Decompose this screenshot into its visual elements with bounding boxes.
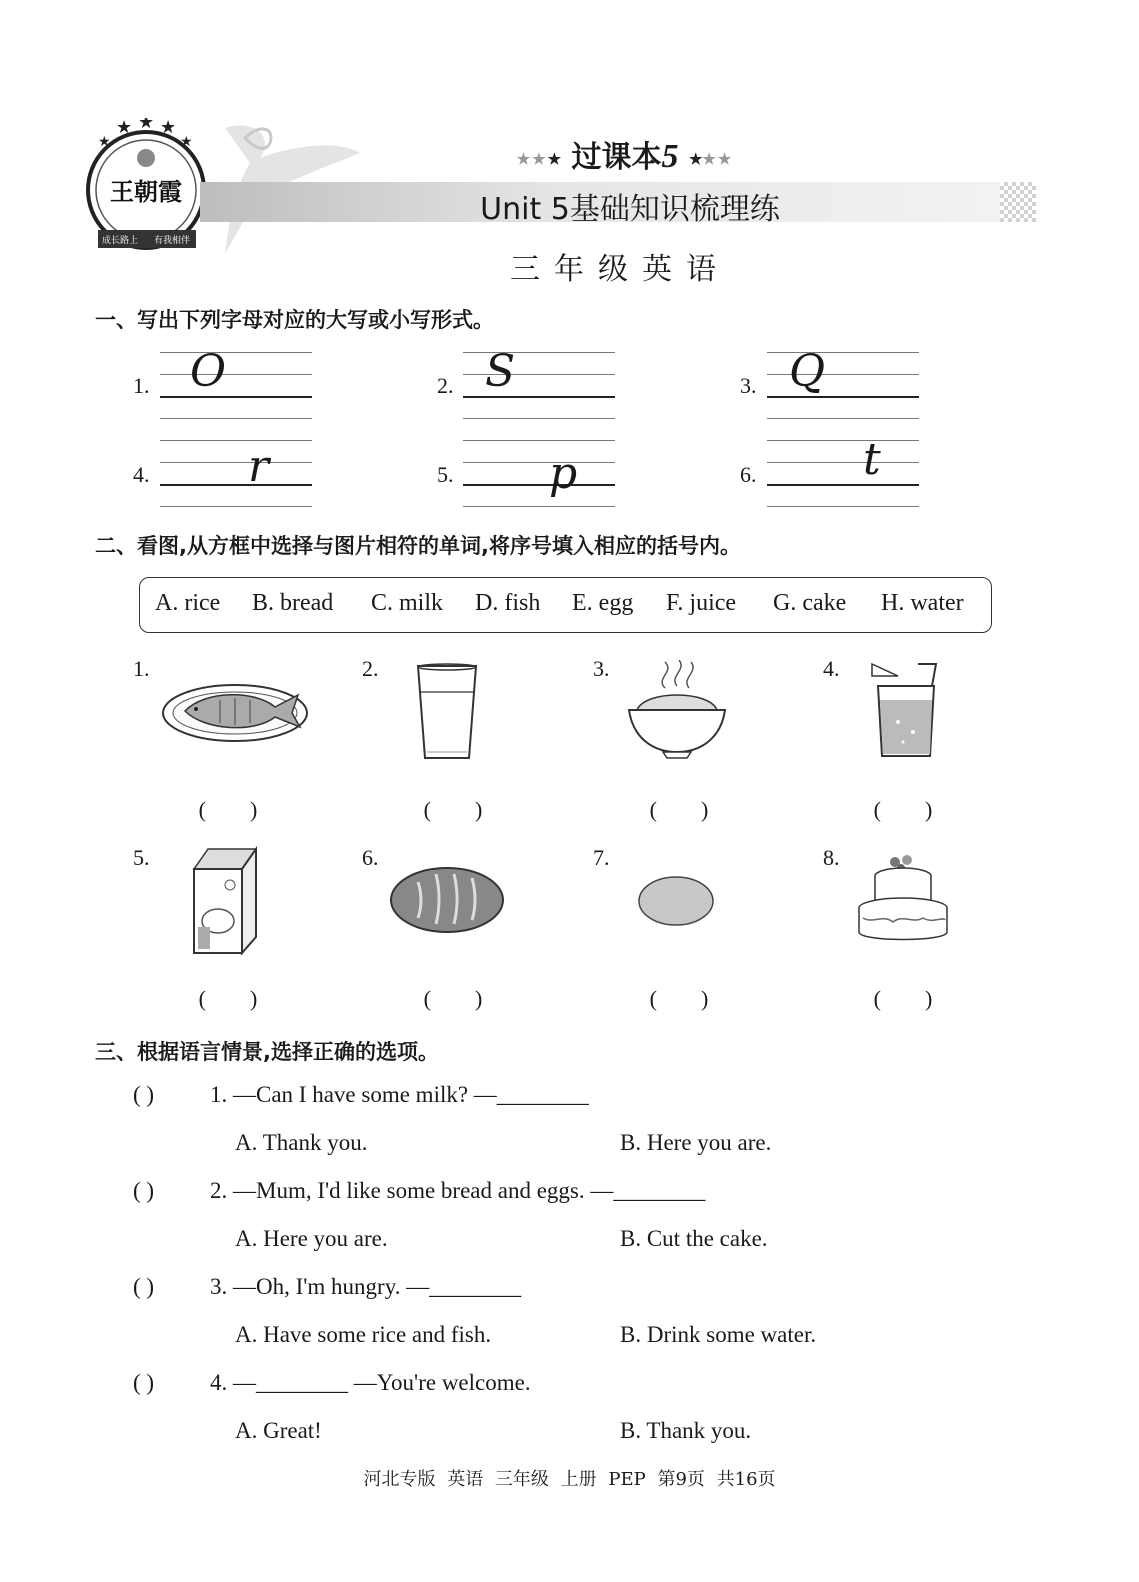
answer-parentheses[interactable]: ( ) <box>133 1370 155 1395</box>
brand-logo <box>78 118 218 258</box>
picture-number: 3. <box>593 656 610 681</box>
option-a[interactable]: A. Great! <box>235 1418 322 1443</box>
answer-parentheses[interactable]: ( ) <box>649 986 709 1011</box>
svg-text:★: ★ <box>180 134 193 150</box>
letter-item-number: 3. <box>740 373 757 398</box>
word-option: F. juice <box>666 590 737 616</box>
letter-sample: Q <box>789 346 826 397</box>
answer-parentheses[interactable]: ( ) <box>133 1178 155 1203</box>
grade-title: 三年级英语 <box>510 252 730 287</box>
star-icon: ★ <box>547 150 562 168</box>
picture-number: 5. <box>133 845 150 870</box>
picture-number: 4. <box>823 656 840 681</box>
option-b[interactable]: B. Drink some water. <box>620 1322 817 1347</box>
star-icons-right: ★★ <box>702 150 734 168</box>
logo-slogan-left: 成长路上 <box>101 236 139 246</box>
picture-number: 6. <box>362 845 379 870</box>
logo-name: 王朝霞 <box>110 177 182 206</box>
answer-parentheses[interactable]: ( ) <box>133 1274 155 1299</box>
glass-of-juice-icon <box>858 660 948 764</box>
option-a[interactable]: A. Have some rice and fish. <box>235 1322 492 1347</box>
picture-number: 1. <box>133 656 150 681</box>
egg-icon <box>636 875 716 931</box>
svg-text:★: ★ <box>160 118 177 138</box>
question-text: 1. —Can I have some milk? —________ <box>210 1082 589 1107</box>
section-2-title: 二、看图,从方框中选择与图片相符的单词,将序号填入相应的括号内。 <box>95 534 741 558</box>
section-1-title: 一、写出下列字母对应的大写或小写形式。 <box>95 308 494 332</box>
page-footer: 河北专版 英语 三年级 上册 PEP 第9页 共16页 <box>363 1469 776 1490</box>
option-b[interactable]: B. Here you are. <box>620 1130 772 1155</box>
word-option: C. milk <box>371 590 444 616</box>
star-icons-left: ★★ <box>516 150 548 168</box>
four-line-grid[interactable] <box>463 418 615 508</box>
letter-item-number: 2. <box>437 373 454 398</box>
letter-item-number: 4. <box>133 462 150 487</box>
section-3-title: 三、根据语言情景,选择正确的选项。 <box>95 1040 439 1064</box>
logo-slogan-right: 有我相伴 <box>153 236 191 246</box>
four-line-grid[interactable] <box>160 418 312 508</box>
option-b[interactable]: B. Thank you. <box>620 1418 752 1443</box>
question-text: 3. —Oh, I'm hungry. —________ <box>210 1274 522 1299</box>
answer-parentheses[interactable]: ( ) <box>873 986 933 1011</box>
four-line-grid[interactable] <box>767 418 919 508</box>
fish-plate-icon <box>160 675 310 749</box>
letter-sample: r <box>248 441 270 492</box>
answer-parentheses[interactable]: ( ) <box>133 1082 155 1107</box>
answer-parentheses[interactable]: ( ) <box>873 797 933 822</box>
svg-text:★: ★ <box>116 118 133 138</box>
option-a[interactable]: A. Here you are. <box>235 1226 388 1251</box>
svg-text:★: ★ <box>98 134 111 150</box>
word-option: E. egg <box>572 590 634 616</box>
letter-item-number: 6. <box>740 462 757 487</box>
star-icon: ★ <box>688 150 703 168</box>
option-a[interactable]: A. Thank you. <box>235 1130 368 1155</box>
option-b[interactable]: B. Cut the cake. <box>620 1226 768 1251</box>
question-text: 4. —________ —You're welcome. <box>210 1370 531 1395</box>
letter-item-number: 5. <box>437 462 454 487</box>
word-option: B. bread <box>252 590 334 616</box>
answer-parentheses[interactable]: ( ) <box>198 986 258 1011</box>
word-option: A. rice <box>155 590 221 616</box>
letter-sample: p <box>549 448 578 499</box>
question-text: 2. —Mum, I'd like some bread and eggs. —________ <box>210 1178 706 1203</box>
letter-sample: t <box>863 434 881 485</box>
glass-of-water-icon <box>415 662 479 766</box>
answer-parentheses[interactable]: ( ) <box>649 797 709 822</box>
book-number: 5 <box>661 138 679 175</box>
answer-parentheses[interactable]: ( ) <box>423 986 483 1011</box>
unit-title: Unit 5基础知识梳理练 <box>480 192 780 227</box>
milk-carton-icon <box>190 845 260 961</box>
word-option: G. cake <box>773 590 847 616</box>
book-title-text: 过课本 <box>571 140 662 175</box>
letter-item-number: 1. <box>133 373 150 398</box>
book-title <box>500 132 750 176</box>
answer-parentheses[interactable]: ( ) <box>423 797 483 822</box>
word-option: D. fish <box>475 590 541 616</box>
letter-sample: O <box>190 346 227 397</box>
bread-icon <box>388 862 506 942</box>
checker-decoration <box>1000 182 1036 222</box>
picture-number: 7. <box>593 845 610 870</box>
picture-number: 2. <box>362 656 379 681</box>
cake-icon <box>853 852 953 952</box>
bowl-of-rice-icon <box>625 660 729 764</box>
answer-parentheses[interactable]: ( ) <box>198 797 258 822</box>
picture-number: 8. <box>823 845 840 870</box>
letter-sample: S <box>485 346 516 397</box>
word-option: H. water <box>881 590 964 616</box>
svg-text:★: ★ <box>138 118 155 133</box>
